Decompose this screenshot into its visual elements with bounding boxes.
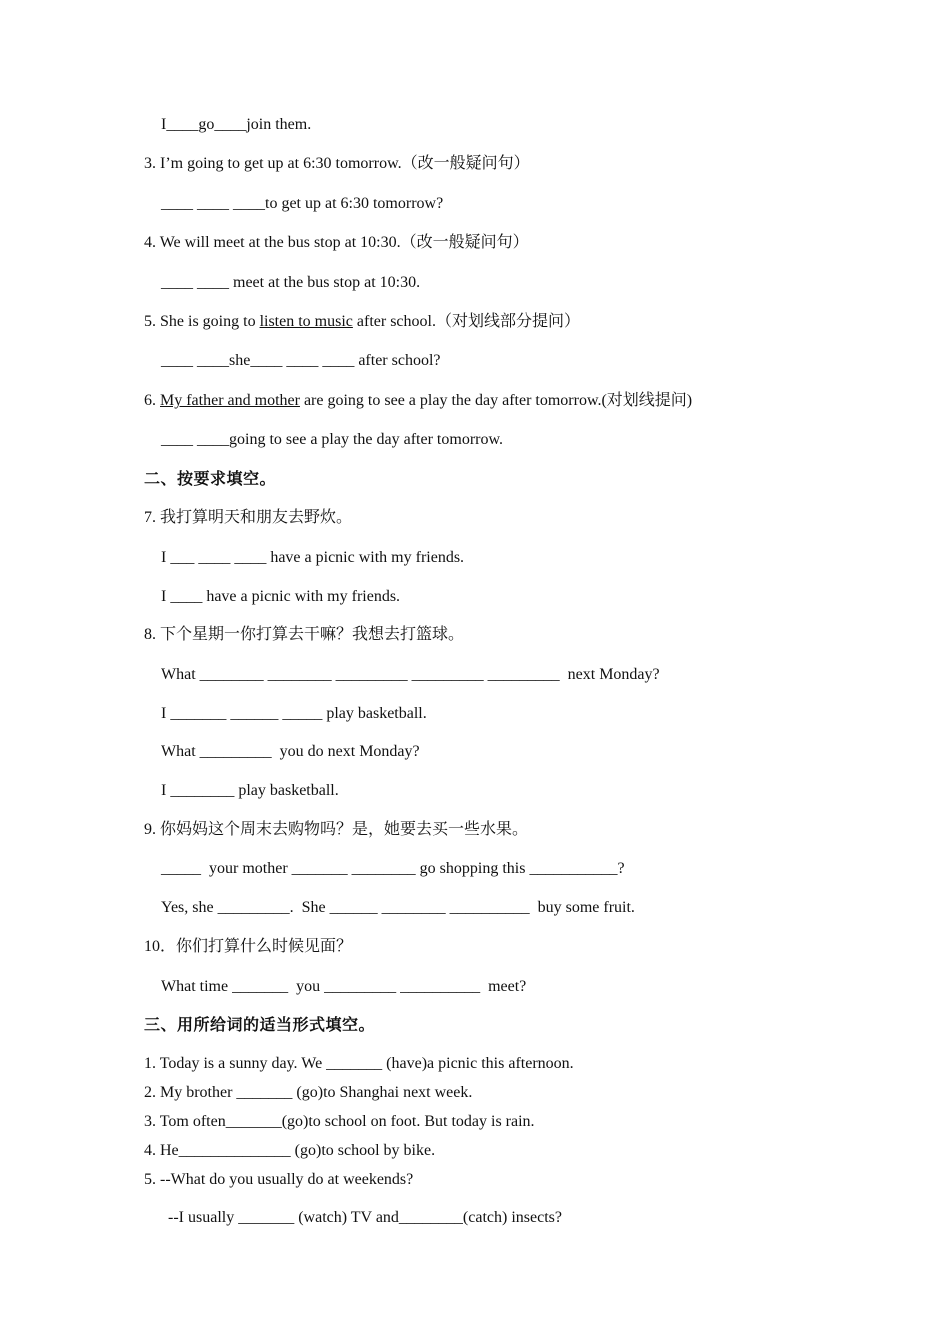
s3-item-5-question: 5. --What do you usually do at weekends? [144,1171,414,1188]
q8-answer-line-4: I ________ play basketball. [161,782,339,799]
q9-answer-line-2: Yes, she _________. She ______ ________ __________ buy some fruit. [161,899,635,916]
q2-answer-line: I____go____join them. [161,116,312,133]
s3-item-3: 3. Tom often_______(go)to school on foot. But today is rain. [144,1113,535,1130]
q3-prompt: 3. I’m going to get up at 6:30 tomorrow.（改一般疑问句） [144,155,530,172]
q6-prompt-start: 6. [144,392,160,409]
s3-item-1: 1. Today is a sunny day. We _______ (have)a picnic this afternoon. [144,1055,574,1072]
q8-prompt: 8. 下个星期一你打算去干嘛？我想去打篮球。 [144,626,465,643]
s3-item-2: 2. My brother _______ (go)to Shanghai next week. [144,1084,473,1101]
q5-underlined-phrase: listen to music [259,313,353,330]
q10-answer-line: What time _______ you _________ __________ meet? [161,978,527,995]
q5-prompt [144,312,580,332]
q6-prompt [144,391,692,411]
q6-answer-line: ____ ____going to see a play the day after tomorrow. [161,431,503,448]
q8-answer-line-2: I _______ ______ _____ play basketball. [161,705,427,722]
q6-underlined-phrase: My father and mother [160,392,300,409]
q7-answer-line-2: I ____ have a picnic with my friends. [161,588,401,605]
q4-prompt: 4. We will meet at the bus stop at 10:30.（改一般疑问句） [144,234,529,251]
q8-answer-line-3: What _________ you do next Monday? [161,743,420,760]
q5-prompt-end: after school.（对划线部分提问） [352,313,580,330]
q6-prompt-end: are going to see a play the day after tomorrow.(对划线提问) [299,392,693,409]
q10-prompt: 10．你们打算什么时候见面？ [144,938,353,955]
q7-answer-line-1: I ___ ____ ____ have a picnic with my friends. [161,549,465,566]
q3-answer-line: ____ ____ ____to get up at 6:30 tomorrow? [161,195,444,212]
q8-answer-line-1: What ________ ________ _________ _________ _________ next Monday? [161,666,660,683]
q9-answer-line-1: _____ your mother _______ ________ go shopping this ___________? [161,860,625,877]
section-3-heading: 三、用所给词的适当形式填空。 [144,1017,376,1034]
q5-answer-line: ____ ____she____ ____ ____ after school? [161,352,441,369]
q5-prompt-start: 5. She is going to [144,313,260,330]
q9-prompt: 9. 你妈妈这个周末去购物吗？是，她要去买一些水果。 [144,821,529,838]
s3-item-5-answer: --I usually _______ (watch) TV and________(catch) insects? [168,1209,562,1226]
s3-item-4: 4. He______________ (go)to school by bike. [144,1142,436,1159]
q7-prompt: 7. 我打算明天和朋友去野炊。 [144,509,353,526]
section-2-heading: 二、按要求填空。 [144,471,277,488]
q4-answer-line: ____ ____ meet at the bus stop at 10:30. [161,274,421,291]
